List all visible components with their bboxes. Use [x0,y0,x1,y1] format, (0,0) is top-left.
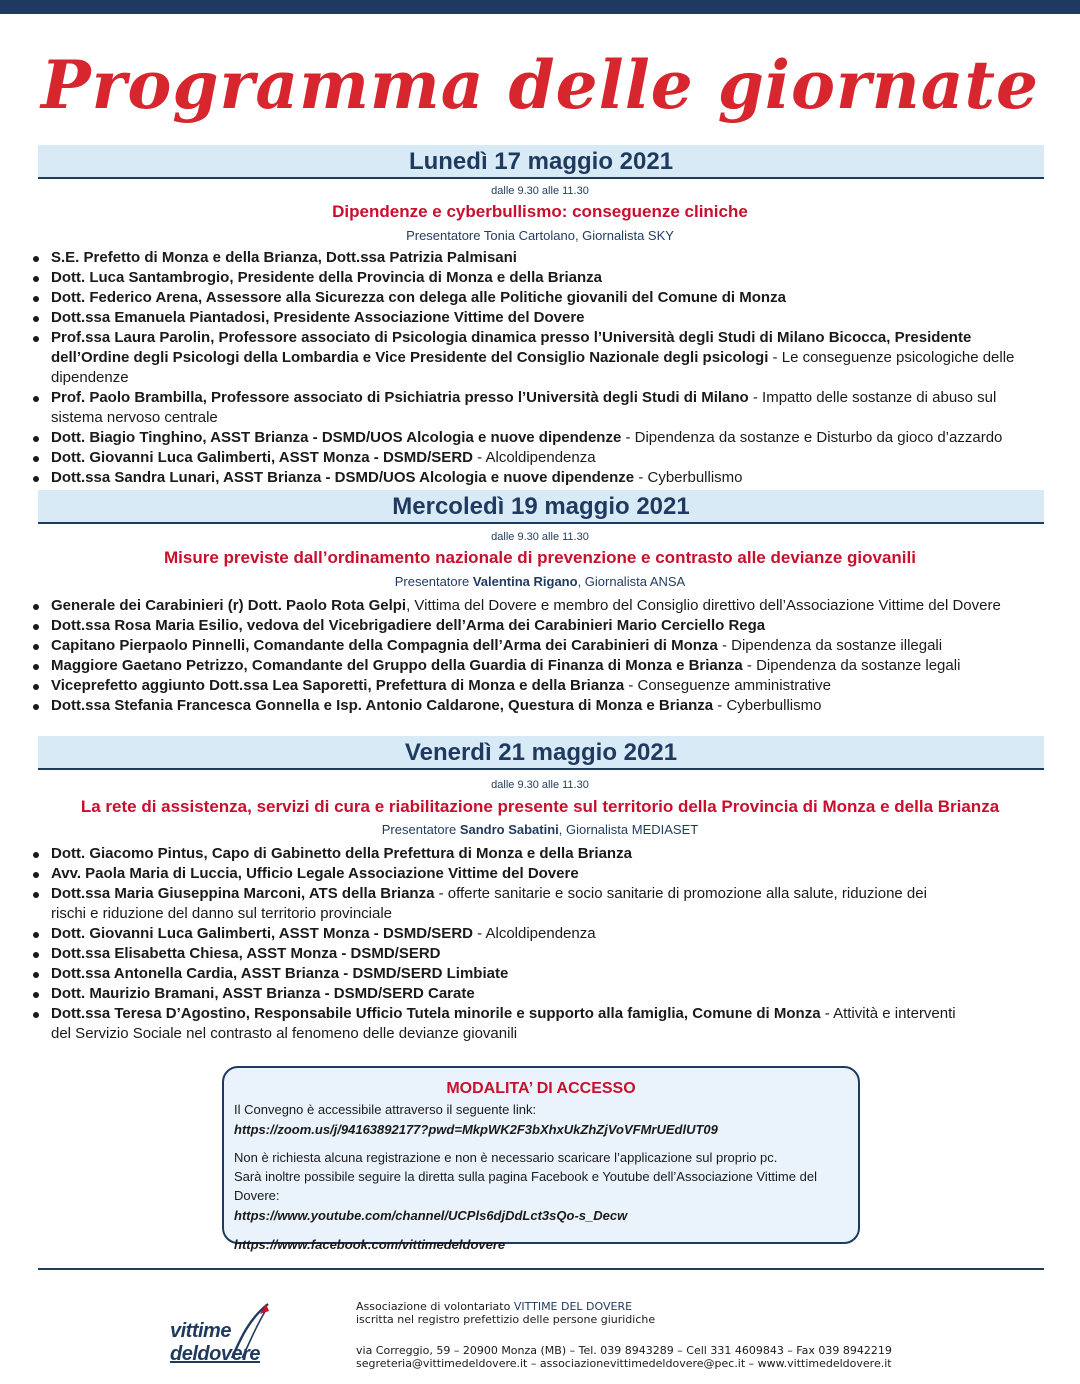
assoc-line: Associazione di volontariato VITTIME DEL DOVERE [356,1300,633,1313]
day-header-1: Lunedì 17 maggio 2021 [38,145,1044,179]
session-time-1: dalle 9.30 alle 11.30 [491,185,589,197]
list-item: Dott. Maurizio Bramani, ASST Brianza - DSMD/SERD Carate [30,984,960,1004]
list-item: Dott. Giovanni Luca Galimberti, ASST Monza - DSMD/SERD - Alcoldipendenza [30,924,960,944]
list-item: Dott. Federico Arena, Assessore alla Sicurezza con delega alle Politiche giovanili del Comune di Monza [30,288,1040,308]
contact-line[interactable]: segreteria@vittimedeldovere.it – associazionevittimedeldovere@pec.it – www.vittimedeldovere.it [356,1357,892,1370]
top-bar [0,0,1080,14]
access-title: MODALITA’ DI ACCESSO [446,1080,636,1097]
list-item: Dott.ssa Elisabetta Chiesa, ASST Monza - DSMD/SERD [30,944,960,964]
access-intro: Il Convegno è accessibile attraverso il seguente link: [234,1102,537,1117]
address-line: via Correggio, 59 – 20900 Monza (MB) – Tel. 039 8943289 – Cell 331 4609843 – Fax 039 8942219 [356,1344,892,1357]
list-item: Dott.ssa Sandra Lunari, ASST Brianza - DSMD/UOS Alcologia e nuove dipendenze - Cyberbullismo [30,468,1040,488]
list-item: Dott.ssa Emanuela Piantadosi, Presidente Associazione Vittime del Dovere [30,308,1040,328]
day-header-3: Venerdì 21 maggio 2021 [38,736,1044,770]
list-item: Prof. Paolo Brambilla, Professore associato di Psichiatria presso l’Università degli Studi di Milano - Impatto delle sostanze di abuso sul sistema nervoso centrale [30,388,1040,428]
list-item: Dott. Giacomo Pintus, Capo di Gabinetto della Prefettura di Monza e della Brianza [30,844,960,864]
list-item: Dott.ssa Maria Giuseppina Marconi, ATS della Brianza - offerte sanitarie e socio sanitarie di promozione alla salute, riduzione dei rischi e riduzione del danno sul territorio provinciale [30,884,960,924]
page-title: Programma delle giornate [40,46,1039,124]
association-logo [170,1300,350,1365]
logo-text-deldovere: deldovere [170,1343,260,1365]
session-title-3: La rete di assistenza, servizi di cura e riabilitazione presente sul territorio della Provincia di Monza e della Brianza [80,797,1000,816]
list-item: Viceprefetto aggiunto Dott.ssa Lea Saporetti, Prefettura di Monza e della Brianza - Conseguenze amministrative [30,676,1040,696]
list-item: S.E. Prefetto di Monza e della Brianza, Dott.ssa Patrizia Palmisani [30,248,1040,268]
access-note-streaming: Sarà inoltre possibile seguire la diretta sulla pagina Facebook e Youtube dell’Associazione Vittime del Dovere: [234,1169,817,1203]
footer-divider [38,1268,1044,1270]
presenter-2: Presentatore Valentina Rigano, Giornalista ANSA [394,574,686,589]
presenter-1: Presentatore Tonia Cartolano, Giornalista SKY [406,228,674,243]
presenter-3: Presentatore Sandro Sabatini, Giornalista MEDIASET [381,822,699,837]
session-time-3: dalle 9.30 alle 11.30 [491,779,589,791]
session-title-2: Misure previste dall’ordinamento nazionale di prevenzione e contrasto alle devianze giovanili [164,548,916,567]
list-item: Maggiore Gaetano Petrizzo, Comandante del Gruppo della Guardia di Finanza di Monza e Brianza - Dipendenza da sostanze legali [30,656,1040,676]
facebook-link[interactable]: https://www.facebook.com/vittimedeldovere [234,1237,506,1252]
list-item: Dott.ssa Teresa D’Agostino, Responsabile Ufficio Tutela minorile e supporto alla famiglia, Comune di Monza - Attività e interventi del Servizio Sociale nel contrasto al fenomeno delle devianze giovanili [30,1004,960,1044]
list-item: Prof.ssa Laura Parolin, Professore associato di Psicologia dinamica presso l’Università degli Studi di Milano Bicocca, Presidente dell’Ordine degli Psicologi della Lombardia e Vice Presidente del Consiglio Nazionale degli psicologi - Le conseguenze psicologiche delle dipendenze [30,328,1040,388]
list-item: Capitano Pierpaolo Pinnelli, Comandante della Compagnia dell’Arma dei Carabinieri di Monza - Dipendenza da sostanze illegali [30,636,1040,656]
list-item: Dott.ssa Stefania Francesca Gonnella e Isp. Antonio Caldarone, Questura di Monza e Brianza - Cyberbullismo [30,696,1040,716]
registry-line: iscritta nel registro prefettizio delle persone giuridiche [356,1313,656,1326]
footer-info [356,1300,1056,1370]
access-info-box [222,1066,860,1252]
list-item: Generale dei Carabinieri (r) Dott. Paolo Rota Gelpi, Vittima del Dovere e membro del Consiglio direttivo dell’Associazione Vittime del Dovere [30,596,1040,616]
list-item: Dott. Biagio Tinghino, ASST Brianza - DSMD/UOS Alcologia e nuove dipendenze - Dipendenza da sostanze e Disturbo da gioco d’azzardo [30,428,1040,448]
list-item: Dott. Giovanni Luca Galimberti, ASST Monza - DSMD/SERD - Alcoldipendenza [30,448,1040,468]
day-header-2: Mercoledì 19 maggio 2021 [38,490,1044,524]
session-title-1: Dipendenze e cyberbullismo: conseguenze cliniche [332,202,748,221]
list-item: Dott. Luca Santambrogio, Presidente della Provincia di Monza e della Brianza [30,268,1040,288]
zoom-link[interactable]: https://zoom.us/j/94163892177?pwd=MkpWK2F3bXhxUkZhZjVoVFMrUEdlUT09 [234,1122,718,1137]
list-item: Avv. Paola Maria di Luccia, Ufficio Legale Associazione Vittime del Dovere [30,864,960,884]
access-note-registration: Non è richiesta alcuna registrazione e non è necessario scaricare l’applicazione sul proprio pc. [234,1150,778,1165]
speaker-list-1 [30,248,1040,488]
session-time-2: dalle 9.30 alle 11.30 [491,531,589,543]
speaker-list-3 [30,844,960,1044]
logo-text-vittime: vittime [170,1320,231,1342]
list-item: Dott.ssa Rosa Maria Esilio, vedova del Vicebrigadiere dell’Arma dei Carabinieri Mario Cerciello Rega [30,616,1040,636]
list-item: Dott.ssa Antonella Cardia, ASST Brianza - DSMD/SERD Limbiate [30,964,960,984]
speaker-list-2 [30,596,1040,716]
youtube-link[interactable]: https://www.youtube.com/channel/UCPls6djDdLct3sQo-s_Decw [234,1208,628,1223]
